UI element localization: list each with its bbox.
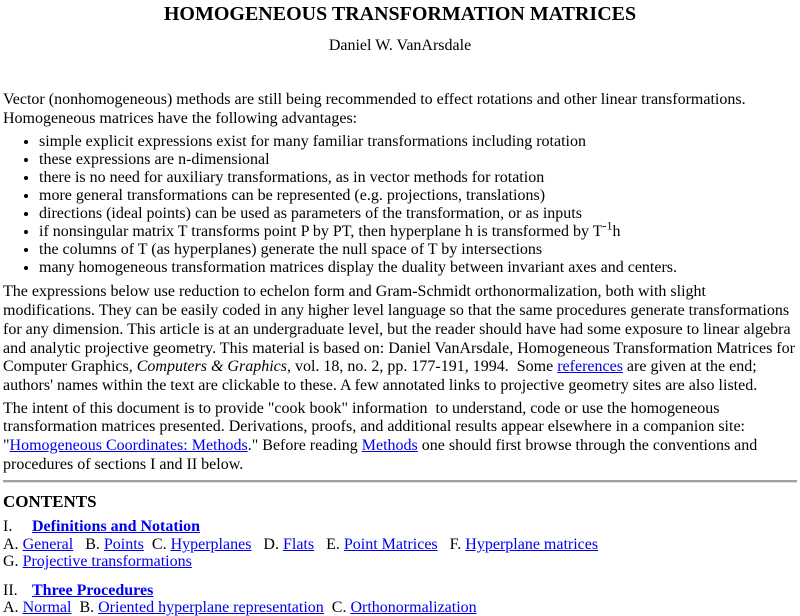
- toc-link-hyperplanes[interactable]: Hyperplanes: [170, 535, 252, 553]
- toc-section-1: [3, 518, 797, 570]
- toc-numeral-1: I.: [3, 518, 13, 536]
- text-segment: The intent of this document is to provide "cook book" information to understand, code or use the homogeneous transformation matrices presented. Derivations, proofs, and additional results appear elsewhere in a companion site: ": [3, 399, 749, 455]
- toc-link-orthonormalization[interactable]: Orthonormalization: [350, 599, 477, 616]
- methods-link[interactable]: Methods: [361, 437, 418, 455]
- list-item: [39, 187, 797, 205]
- methods-site-link[interactable]: Homogeneous Coordinates: Methods: [9, 437, 248, 455]
- author: Daniel W. VanArsdale: [328, 37, 472, 54]
- list-item-text: if nonsingular matrix T transforms point P by PT, then hyperplane h is transformed by T: [39, 223, 603, 241]
- list-item: [39, 133, 797, 151]
- toc-link-projective-transformations[interactable]: Projective transformations: [22, 553, 192, 571]
- toc-link-oriented-hyperplane-representation[interactable]: Oriented hyperplane representation: [98, 599, 324, 616]
- toc-item-prefix: E.: [314, 535, 344, 553]
- list-item: [39, 241, 797, 259]
- toc-item-prefix: B.: [73, 535, 104, 553]
- toc-numeral-2: II.: [3, 581, 18, 599]
- list-item-text: the columns of T (as hyperplanes) generate the null space of T by intersections: [39, 241, 543, 259]
- list-item-text: these expressions are n-dimensional: [39, 151, 270, 169]
- contents-heading: CONTENTS: [3, 492, 97, 512]
- toc-item-prefix: B.: [71, 599, 99, 616]
- list-item: [39, 151, 797, 169]
- toc-link-general[interactable]: General: [22, 535, 74, 553]
- toc-link-points[interactable]: Points: [103, 535, 144, 553]
- section-divider: [3, 480, 797, 483]
- list-item-text: simple explicit expressions exist for many familiar transformations including rotation: [39, 133, 586, 151]
- advantages-list: [3, 133, 797, 277]
- toc-item-prefix: D.: [251, 535, 283, 553]
- list-item: [39, 169, 797, 187]
- text-segment: , vol. 18, no. 2, pp. 177-191, 1994. Some: [286, 358, 558, 376]
- list-item-text: directions (ideal points) can be used as parameters of the transformation, or as inputs: [39, 205, 582, 223]
- toc-section-2: [3, 582, 797, 616]
- toc-item-prefix: A.: [3, 599, 23, 616]
- toc-item-prefix: F.: [437, 535, 466, 553]
- intro-paragraph: [3, 91, 797, 128]
- toc-link-point-matrices[interactable]: Point Matrices: [343, 535, 438, 553]
- text-segment: are given at the end; authors' names within the text are clickable to these. A few annotated links to projective geometry sites are also listed.: [3, 358, 761, 394]
- list-item-text: many homogeneous transformation matrices display the duality between invariant axes and centers.: [39, 259, 678, 277]
- toc-link-flats[interactable]: Flats: [282, 535, 315, 553]
- page-title: HOMOGENEOUS TRANSFORMATION MATRICES: [163, 3, 637, 25]
- journal-title: Computers & Graphics: [136, 358, 287, 376]
- intro-text: Vector (nonhomogeneous) methods are still being recommended to effect rotations and other linear transformations. Homogeneous matrices have the following advantages:: [3, 91, 750, 127]
- toc-link-hyperplane-matrices[interactable]: Hyperplane matrices: [465, 535, 599, 553]
- text-segment: ." Before reading: [247, 437, 362, 455]
- list-item: [39, 259, 797, 277]
- references-link[interactable]: references: [557, 358, 623, 376]
- toc-item-prefix: C.: [323, 599, 351, 616]
- intent-paragraph: [3, 400, 797, 475]
- toc-link-normal[interactable]: Normal: [22, 599, 72, 616]
- text-segment: one should first browse through the conventions and procedures of sections I and II below.: [3, 437, 762, 473]
- background-paragraph: [3, 283, 797, 395]
- toc-link-three-procedures[interactable]: Three Procedures: [32, 581, 154, 599]
- list-item-text: there is no need for auxiliary transformations, as in vector methods for rotation: [39, 169, 545, 187]
- list-item-text: h: [612, 223, 621, 241]
- toc-link-definitions-and-notation[interactable]: Definitions and Notation: [32, 518, 201, 536]
- text-segment: The expressions below use reduction to echelon form and Gram-Schmidt orthonormalization, both with slight modifications. They can be easily coded in any higher level language so that the same procedures generate transformations for any dimension. This article is at an undergraduate level, but the reader should have had some exposure to linear algebra and analytic projective geometry. This material is based on: Daniel VanArsdale, Homogeneous Transformation Matrices for Computer Graphics,: [3, 283, 799, 376]
- list-item-text: more general transformations can be represented (e.g. projections, translations): [39, 187, 546, 205]
- list-item: [39, 205, 797, 223]
- toc-item-prefix: G.: [3, 553, 23, 571]
- toc-item-prefix: C.: [143, 535, 171, 553]
- inverse-superscript: -1: [602, 219, 613, 234]
- list-item: [39, 219, 797, 241]
- toc-item-prefix: A.: [3, 535, 23, 553]
